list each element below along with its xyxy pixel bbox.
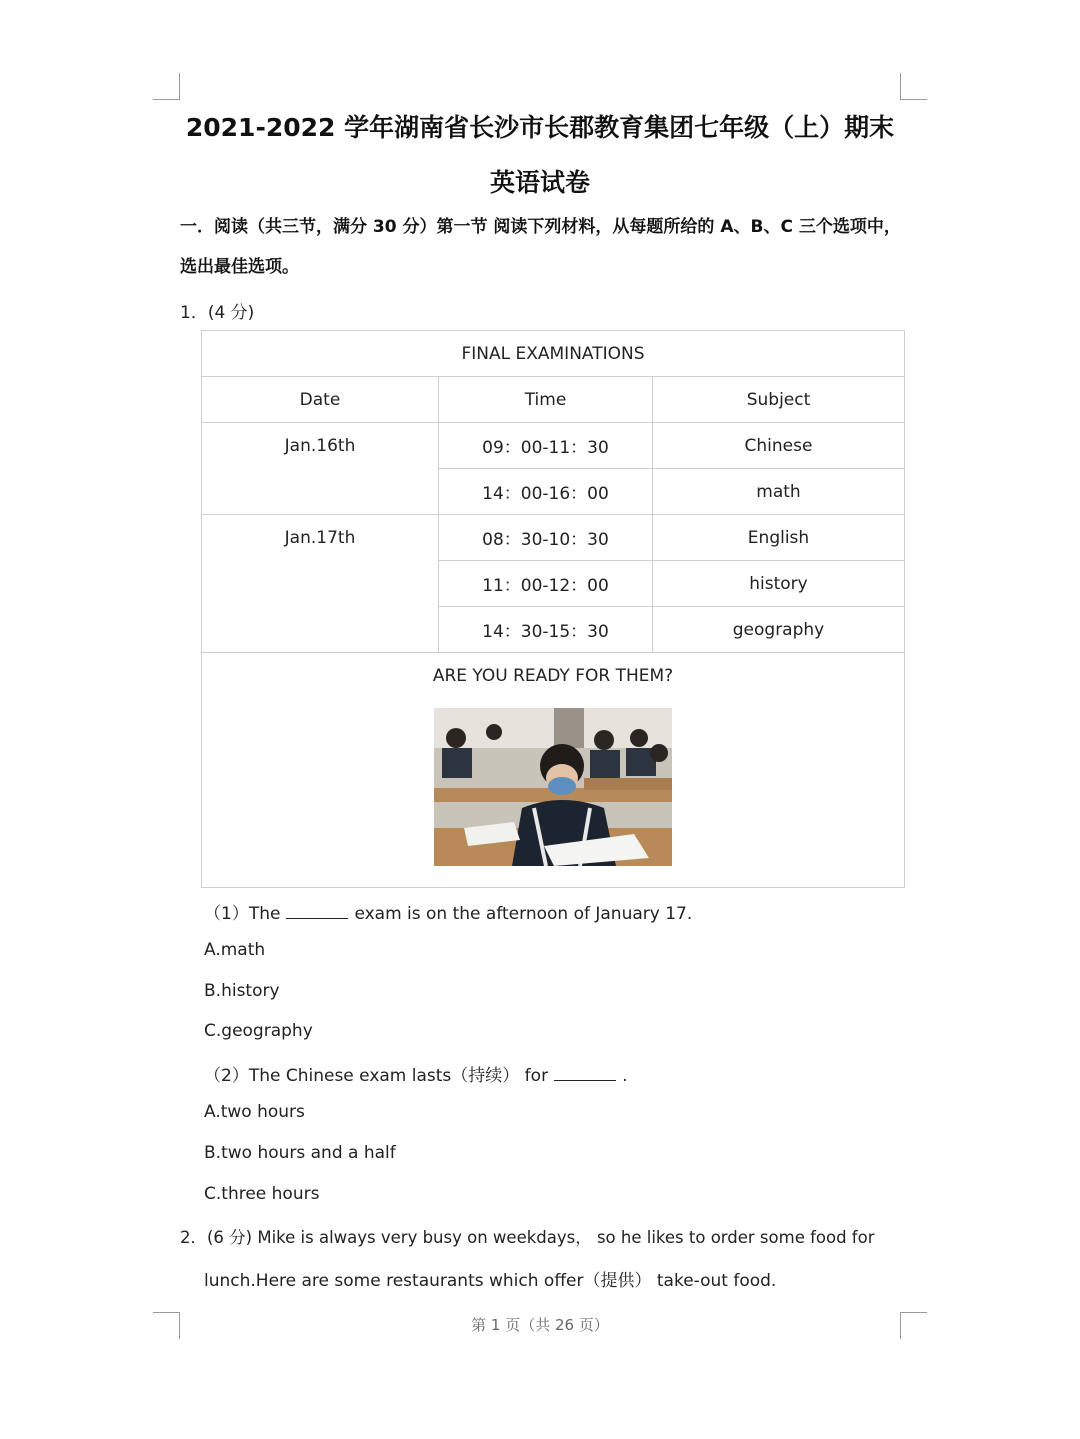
- page-footer: 第 1 页（共 26 页）: [471, 1316, 609, 1334]
- table-footer-cell: [202, 653, 905, 888]
- sub-1-suffix: exam is on the afternoon of January 17.: [354, 904, 693, 924]
- question-2-line-2: lunch.Here are some restaurants which offer（提供） take-out food.: [204, 1271, 777, 1291]
- subject-cell: Chinese: [653, 423, 905, 469]
- exam-classroom-photo: [434, 708, 672, 866]
- exam-schedule-table: [201, 330, 905, 888]
- sub-2-prefix: （2）The Chinese exam lasts（持续） for: [204, 1066, 549, 1086]
- option-b: B.two hours and a half: [204, 1143, 396, 1163]
- subject-cell: history: [653, 561, 905, 607]
- crop-mark-top-left: [153, 73, 180, 100]
- title-line-1: 2021-2022 学年湖南省长沙市长郡教育集团七年级（上）期末: [185, 113, 895, 142]
- time-cell: 14：00-16：00: [439, 469, 653, 515]
- table-title: FINAL EXAMINATIONS: [202, 331, 905, 377]
- time-cell: 14：30-15：30: [439, 607, 653, 653]
- option-a: A.two hours: [204, 1102, 305, 1122]
- time-cell: 09：00-11：30: [439, 423, 653, 469]
- option-b: B.history: [204, 981, 280, 1001]
- sub-2-suffix: .: [622, 1066, 628, 1086]
- time-cell: 11：00-12：00: [439, 561, 653, 607]
- question-1-header: 1．(4 分): [180, 303, 255, 323]
- answer-blank: [286, 904, 348, 919]
- option-c: C.three hours: [204, 1184, 320, 1204]
- date-cell: Jan.16th: [202, 423, 439, 515]
- ready-prompt: ARE YOU READY FOR THEM?: [432, 666, 674, 686]
- answer-blank: [554, 1066, 616, 1081]
- table-header-row: [202, 377, 905, 423]
- table-row: [202, 515, 905, 561]
- title-line-2: 英语试卷: [489, 168, 590, 197]
- table-row: [202, 423, 905, 469]
- subject-cell: math: [653, 469, 905, 515]
- column-header-date: Date: [202, 377, 439, 423]
- column-header-subject: Subject: [653, 377, 905, 423]
- option-a: A.math: [204, 940, 266, 960]
- question-1-sub-1: [204, 899, 692, 924]
- time-cell: 08：30-10：30: [439, 515, 653, 561]
- column-header-time: Time: [439, 377, 653, 423]
- crop-mark-top-right: [900, 73, 927, 100]
- option-c: C.geography: [204, 1021, 313, 1041]
- section-heading: 一．阅读（共三节，满分 30 分）第一节 阅读下列材料，从每题所给的 A、B、C 三个选项中，选出最佳选项。: [180, 217, 901, 277]
- subject-cell: geography: [653, 607, 905, 653]
- date-cell: Jan.17th: [202, 515, 439, 653]
- question-2-line-1: 2．(6 分) Mike is always very busy on weekdays， so he likes to order some food for: [180, 1228, 875, 1247]
- subject-cell: English: [653, 515, 905, 561]
- question-1-sub-2: [204, 1061, 627, 1086]
- sub-1-prefix: （1）The: [204, 904, 281, 924]
